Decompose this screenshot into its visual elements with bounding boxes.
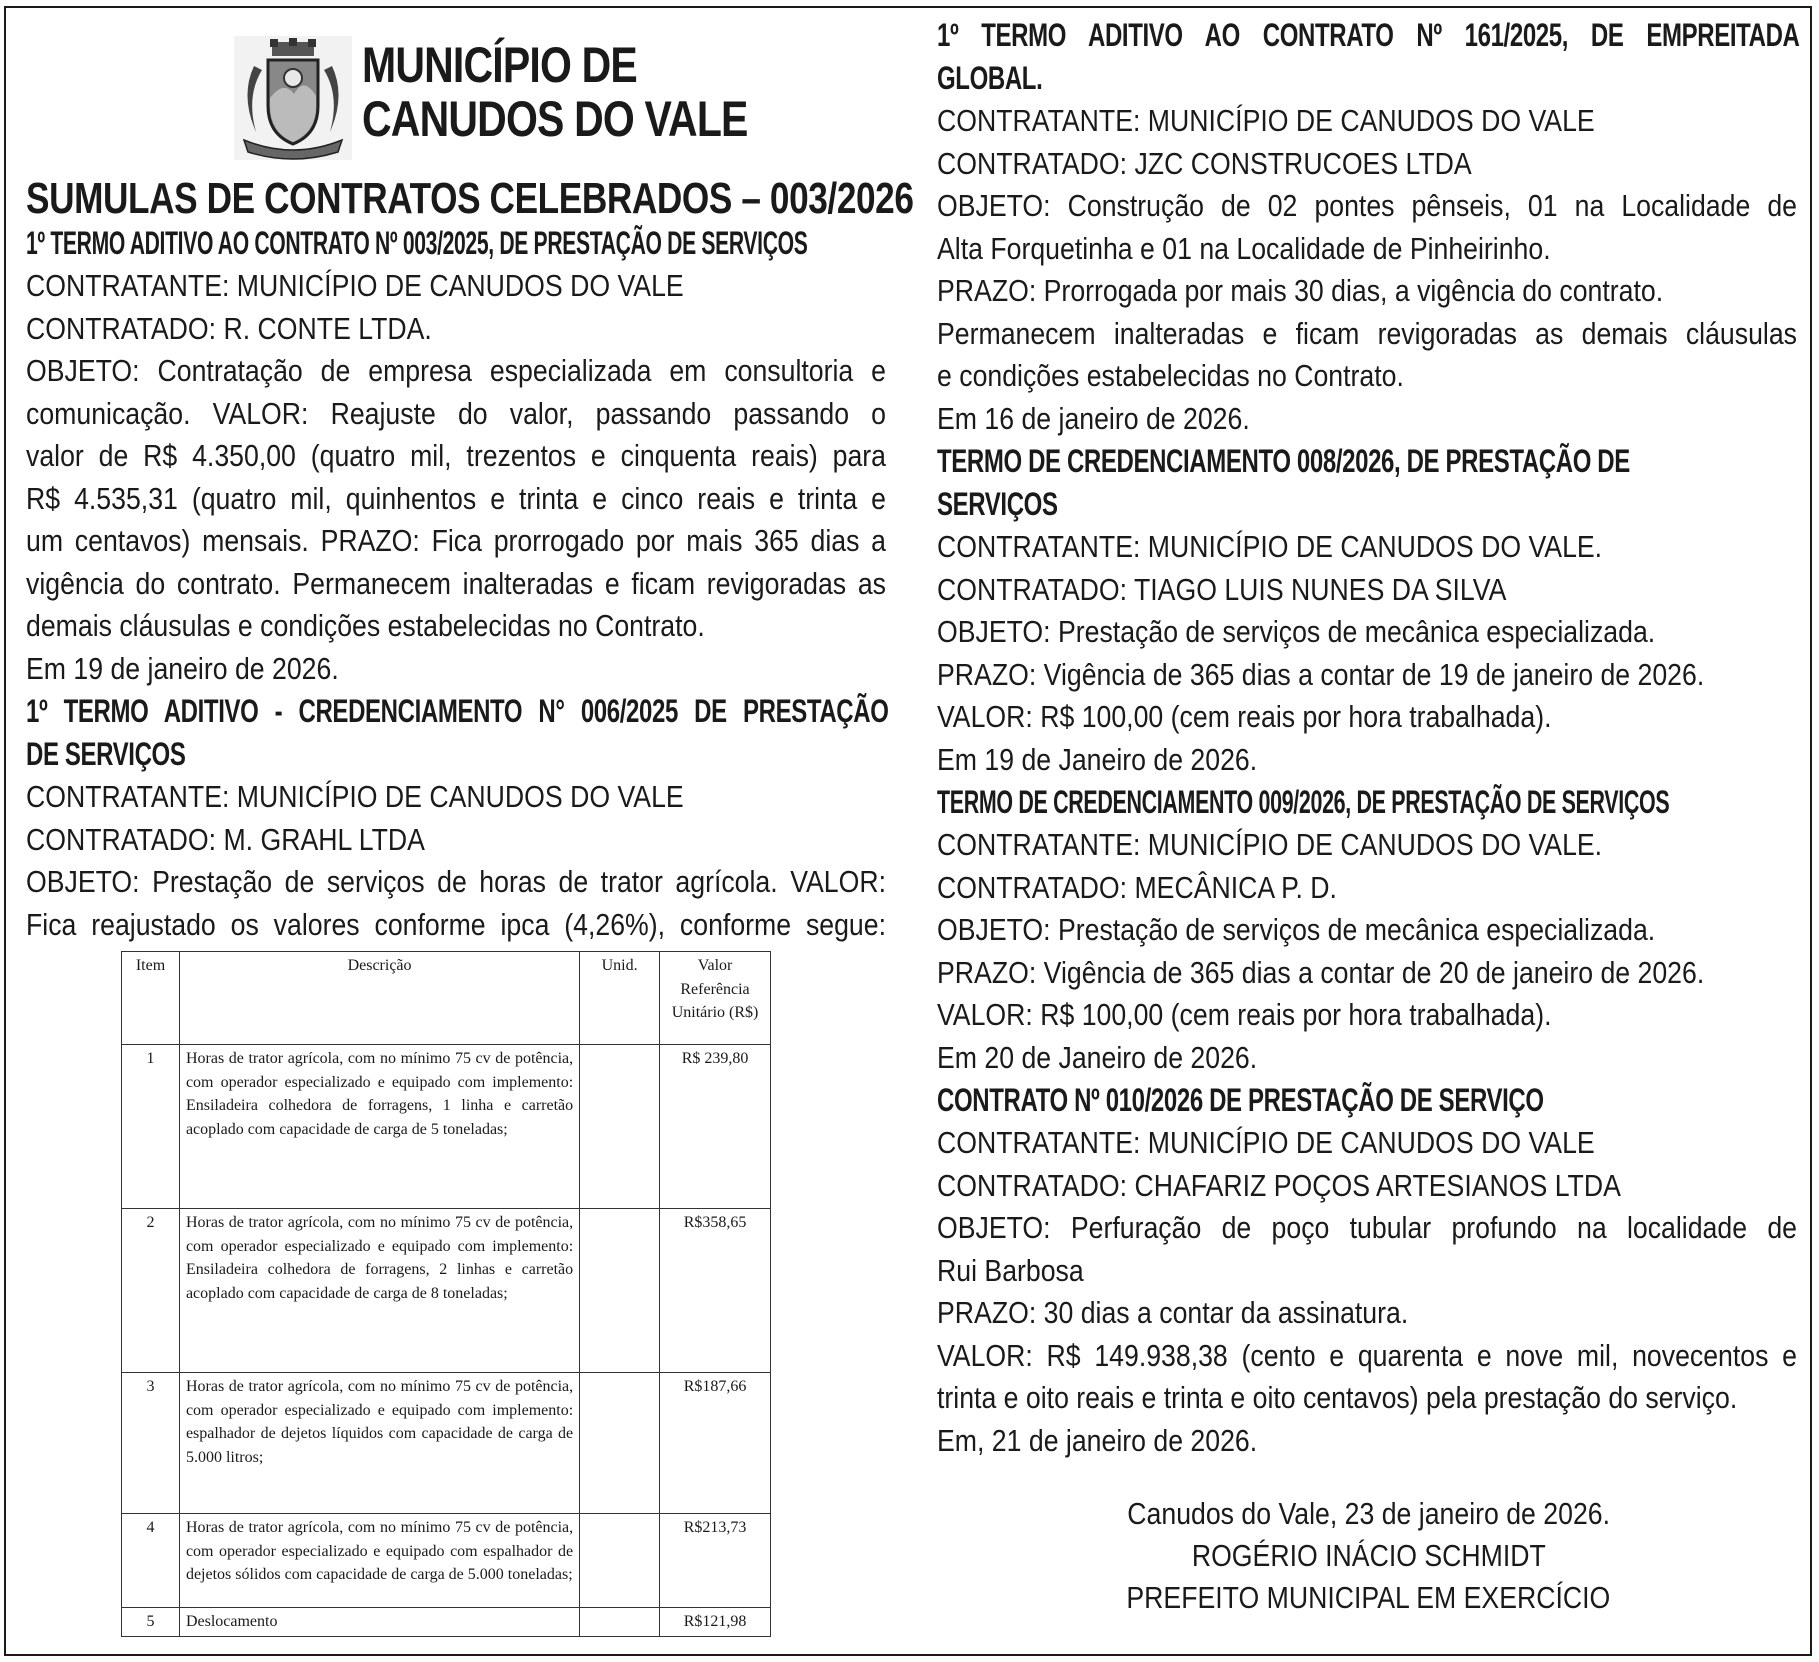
table-header-description: Descrição (179, 952, 579, 1045)
section3-line: OBJETO: Construção de 02 pontes pênseis, 01 na Localidade de (937, 188, 1797, 223)
section4-date: Em 19 de Janeiro de 2026. (937, 741, 1258, 777)
section4-contratado: CONTRATADO: TIAGO LUIS NUNES DA SILVA (937, 571, 1507, 607)
row-unit (580, 1514, 660, 1608)
section6-contratado: CONTRATADO: CHAFARIZ POÇOS ARTESIANOS LTDA (937, 1167, 1621, 1203)
row-value: R$358,65 (660, 1209, 771, 1373)
section3-line: Permanecem inalteradas e ficam revigoradas as demais cláusulas (937, 315, 1797, 351)
section6-body (937, 1207, 1797, 1420)
section2-line: OBJETO: Prestação de serviços de horas de trator agrícola. VALOR: (26, 864, 886, 899)
row-value: R$213,73 (660, 1514, 771, 1608)
table-row (122, 1209, 771, 1373)
table-header-unit: Unid. (580, 952, 660, 1045)
section4-heading-line-1: TERMO DE CREDENCIAMENTO 008/2026, DE PRESTAÇÃO DE (937, 443, 1630, 479)
municipal-coat-of-arms-icon (234, 36, 352, 160)
section3-heading (937, 14, 1800, 57)
section5-contratante: CONTRATANTE: MUNICÍPIO DE CANUDOS DO VALE. (937, 827, 1603, 862)
row-description: Horas de trator agrícola, com no mínimo 75 cv de potência, com operador especializado e equipado com implemento: Ensiladeira colhedora de forragens, 1 linha e carretão acoplado com capacidade de carga de 5 toneladas; (179, 1045, 579, 1209)
row-unit (580, 1373, 660, 1514)
row-value: R$ 239,80 (660, 1045, 771, 1209)
section1-contratado: CONTRATADO: R. CONTE LTDA. (26, 310, 432, 346)
row-value: R$121,98 (660, 1608, 771, 1637)
section5-date: Em 20 de Janeiro de 2026. (937, 1039, 1258, 1075)
section3-date: Em 16 de janeiro de 2026. (937, 400, 1250, 436)
section1-body (26, 350, 886, 648)
section2-heading-line-2: DE SERVIÇOS (26, 736, 186, 772)
section1-heading: 1º TERMO ADITIVO AO CONTRATO Nº 003/2025, DE PRESTAÇÃO DE SERVIÇOS (26, 225, 808, 261)
row-description: Deslocamento (179, 1608, 579, 1637)
section5-valor: VALOR: R$ 100,00 (cem reais por hora trabalhada). (937, 997, 1552, 1032)
row-value: R$187,66 (660, 1373, 771, 1514)
row-item: 5 (122, 1608, 180, 1637)
section3-body (937, 185, 1797, 398)
section3-line: Alta Forquetinha e 01 na Localidade de Pinheirinho. (937, 230, 1551, 266)
table-header-value: Valor Referência Unitário (R$) (660, 952, 771, 1045)
signature-title: PREFEITO MUNICIPAL EM EXERCÍCIO (1126, 1580, 1611, 1615)
row-unit (580, 1209, 660, 1373)
signature-name: ROGÉRIO INÁCIO SCHMIDT (1191, 1538, 1546, 1573)
section6-date: Em, 21 de janeiro de 2026. (937, 1422, 1258, 1458)
masthead (26, 32, 888, 172)
section4-objeto: OBJETO: Prestação de serviços de mecânica especializada. (937, 614, 1656, 649)
section1-line: vigência do contrato. Permanecem inalteradas e ficam revigoradas as (26, 565, 886, 601)
section5-heading: TERMO DE CREDENCIAMENTO 009/2026, DE PRESTAÇÃO DE SERVIÇOS (937, 784, 1670, 820)
section3-line: e condições estabelecidas no Contrato. (937, 358, 1404, 393)
section5-objeto: OBJETO: Prestação de serviços de mecânica especializada. (937, 912, 1656, 947)
section2-heading-line-1: 1º TERMO ADITIVO - CREDENCIAMENTO N° 006/2025 DE PRESTAÇÃO (26, 693, 889, 729)
signature-block (937, 1493, 1800, 1619)
left-column (26, 0, 914, 946)
signature-place-date: Canudos do Vale, 23 de janeiro de 2026. (1127, 1496, 1610, 1531)
section3-heading-line-2: GLOBAL. (937, 60, 1043, 96)
section6-line: trinta e oito reais e trinta e oito centavos) pela prestação do serviço. (937, 1380, 1738, 1415)
row-description: Horas de trator agrícola, com no mínimo 75 cv de potência, com operador especializado e equipado com implemento: espalhador de dejetos líquidos com capacidade de carga de 5.000 litros; (179, 1373, 579, 1514)
section6-line: PRAZO: 30 dias a contar da assinatura. (937, 1295, 1409, 1330)
section3-heading-line-1: 1º TERMO ADITIVO AO CONTRATO Nº 161/2025, DE EMPREITADA (937, 17, 1800, 53)
section6-heading: CONTRATO Nº 010/2026 DE PRESTAÇÃO DE SERVIÇO (937, 1082, 1544, 1118)
row-item: 1 (122, 1045, 180, 1209)
table-header-row (122, 952, 771, 1045)
section1-line: demais cláusulas e condições estabelecidas no Contrato. (26, 608, 705, 643)
table-row (122, 1608, 771, 1637)
row-unit (580, 1608, 660, 1637)
row-description: Horas de trator agrícola, com no mínimo 75 cv de potência, com operador especializado e equipado com espalhador de dejetos sólidos com capacidade de carga de 5.000 toneladas; (179, 1514, 579, 1608)
section6-contratante: CONTRATANTE: MUNICÍPIO DE CANUDOS DO VALE (937, 1125, 1595, 1160)
section1-line: OBJETO: Contratação de empresa especializada em consultoria e (26, 353, 886, 388)
section2-contratado: CONTRATADO: M. GRAHL LTDA (26, 821, 425, 857)
section1-line: um centavos) mensais. PRAZO: Fica prorrogado por mais 365 dias a (26, 523, 886, 558)
section1-line: comunicação. VALOR: Reajuste do valor, passando passando o (26, 395, 886, 431)
row-description: Horas de trator agrícola, com no mínimo 75 cv de potência, com operador especializado e equipado com implemento: Ensiladeira colhedora de forragens, 2 linhas e carretão acoplado com capacidade de carga de 8 toneladas; (179, 1209, 579, 1373)
section6-line: VALOR: R$ 149.938,38 (cento e quarenta e nove mil, novecentos e (937, 1337, 1797, 1373)
row-item: 4 (122, 1514, 180, 1608)
price-table (121, 951, 771, 1637)
section6-line: Rui Barbosa (937, 1252, 1084, 1288)
main-title: SUMULAS DE CONTRATOS CELEBRADOS – 003/2026 (26, 174, 914, 223)
section1-date: Em 19 de janeiro de 2026. (26, 650, 339, 686)
section3-contratante: CONTRATANTE: MUNICÍPIO DE CANUDOS DO VALE (937, 103, 1595, 138)
section4-contratante: CONTRATANTE: MUNICÍPIO DE CANUDOS DO VALE. (937, 529, 1603, 564)
table-row (122, 1045, 771, 1209)
section2-heading (26, 690, 889, 733)
section1-line: valor de R$ 4.350,00 (quatro mil, trezentos e cinquenta reais) para (26, 438, 886, 473)
row-item: 2 (122, 1209, 180, 1373)
row-item: 3 (122, 1373, 180, 1514)
section2-body (26, 861, 886, 946)
section2-contratante: CONTRATANTE: MUNICÍPIO DE CANUDOS DO VALE (26, 779, 684, 814)
section4-prazo: PRAZO: Vigência de 365 dias a contar de 19 de janeiro de 2026. (937, 656, 1705, 692)
section5-contratado: CONTRATADO: MECÂNICA P. D. (937, 869, 1337, 905)
table-row (122, 1514, 771, 1608)
table-row (122, 1373, 771, 1514)
section4-heading-line-2: SERVIÇOS (937, 486, 1058, 522)
municipality-line-2: CANUDOS DO VALE (362, 91, 748, 147)
section1-line: R$ 4.535,31 (quatro mil, quinhentos e trinta e cinco reais e trinta e (26, 480, 886, 516)
row-unit (580, 1045, 660, 1209)
section2-line: Fica reajustado os valores conforme ipca (4,26%), conforme segue: (26, 906, 886, 942)
table-header-item: Item (122, 952, 180, 1045)
section1-contratante: CONTRATANTE: MUNICÍPIO DE CANUDOS DO VALE (26, 268, 684, 303)
section6-line: OBJETO: Perfuração de poço tubular profundo na localidade de (937, 1210, 1797, 1245)
municipality-name (362, 38, 748, 146)
section3-line: PRAZO: Prorrogada por mais 30 dias, a vigência do contrato. (937, 273, 1664, 308)
section3-contratado: CONTRATADO: JZC CONSTRUCOES LTDA (937, 145, 1472, 181)
municipality-line-1: MUNICÍPIO DE (362, 37, 637, 93)
section4-valor: VALOR: R$ 100,00 (cem reais por hora trabalhada). (937, 699, 1552, 734)
right-column (937, 14, 1800, 1462)
section5-prazo: PRAZO: Vigência de 365 dias a contar de 20 de janeiro de 2026. (937, 954, 1705, 990)
